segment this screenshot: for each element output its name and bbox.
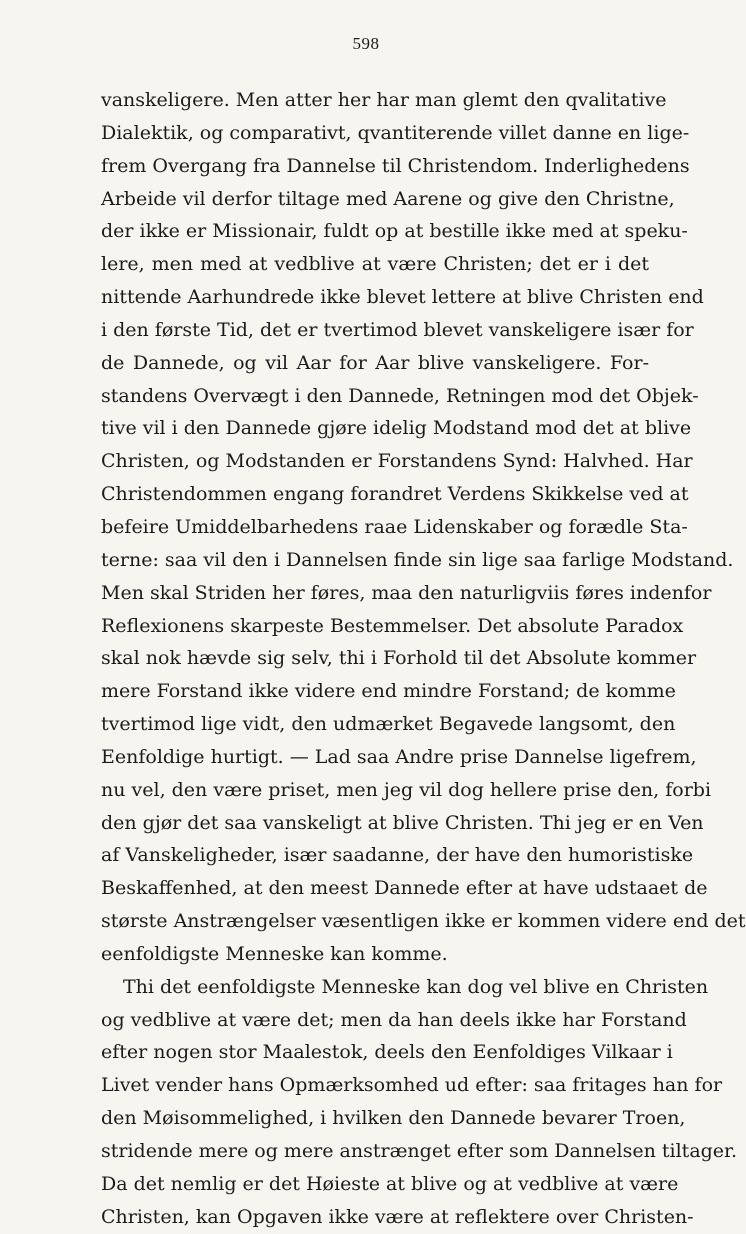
text-line: stridende mere og mere anstrænget efter som Dannelsen tiltager. — [101, 1140, 738, 1162]
text-line: Christendommen engang forandret Verdens Skikkelse ved at — [101, 483, 689, 506]
text-line: Christen, og Modstanden er Forstandens Synd: Halvhed. Har — [101, 450, 693, 473]
text-line: nittende Aarhundrede ikke blevet lettere at blive Christen end — [101, 286, 704, 309]
text-line: frem Overgang fra Dannelse til Christendom. Inderlighedens — [101, 154, 690, 177]
text-line: Livet vender hans Opmærksomhed ud efter: saa fritages han for — [101, 1074, 723, 1097]
text-line: der ikke er Missionair, fuldt op at bestille ikke med at speku- — [101, 220, 688, 243]
text-line: Arbeide vil derfor tiltage med Aarene og give den Christne, — [101, 187, 675, 210]
text-line: efter nogen stor Maalestok, deels den Eenfoldiges Vilkaar i — [101, 1041, 673, 1064]
text-line: befeire Umiddelbarhedens raae Lidenskaber og forædle Sta- — [101, 515, 688, 538]
text-line: Da det nemlig er det Høieste at blive og at vedblive at være — [101, 1172, 679, 1195]
text-line: nu vel, den være priset, men jeg vil dog hellere prise den, forbi — [101, 778, 712, 801]
body-text — [101, 84, 746, 1234]
paragraph-start-line: Thi det eenfoldigste Menneske kan dog vel blive en Christen — [123, 975, 709, 998]
text-line: mere Forstand ikke videre end mindre Forstand; de komme — [101, 680, 676, 703]
text-line: vanskeligere. Men atter her har man glemt den qvalitative — [101, 89, 667, 111]
text-line: skal nok hævde sig selv, thi i Forhold til det Absolute kommer — [101, 647, 697, 670]
text-line: Eenfoldige hurtigt. — Lad saa Andre prise Dannelse ligefrem, — [101, 745, 697, 768]
text-line: standens Overvægt i den Dannede, Retningen mod det Objek- — [101, 384, 699, 407]
text-line: i den første Tid, det er tvertimod blevet vanskeligere især for — [101, 318, 694, 341]
text-line: tive vil i den Dannede gjøre idelig Modstand mod det at blive — [101, 417, 692, 440]
text-line: terne: saa vil den i Dannelsen finde sin lige saa farlige Modstand. — [101, 548, 734, 571]
text-line: Beskaffenhed, at den meest Dannede efter at have udstaaet de — [101, 877, 708, 900]
text-line: af Vanskeligheder, især saadanne, der have den humoristiske — [101, 844, 694, 867]
text-line: Men skal Striden her føres, maa den naturligviis føres indenfor — [101, 581, 712, 604]
text-line: Christen, kan Opgaven ikke være at reflektere over Christen- — [101, 1205, 694, 1228]
text-line: tvertimod lige vidt, den udmærket Begavede langsomt, den — [101, 713, 676, 736]
text-line: den gjør det saa vanskeligt at blive Christen. Thi jeg er en Ven — [101, 811, 704, 834]
text-line: de Dannede, og vil Aar for Aar blive vanskeligere. For- — [101, 351, 649, 374]
text-line: største Anstrængelser væsentligen ikke er kommen videre end det — [101, 910, 746, 933]
paragraph-end-line: eenfoldigste Menneske kan komme. — [101, 942, 448, 965]
page-number: 598 — [352, 34, 380, 53]
text-line: Dialektik, og comparativt, qvantiterende villet danne en lige- — [101, 121, 690, 144]
text-line: den Møisommelighed, i hvilken den Dannede bevarer Troen, — [101, 1107, 686, 1130]
text-line: Reflexionens skarpeste Bestemmelser. Det absolute Paradox — [101, 614, 684, 637]
text-line: lere, men med at vedblive at være Christen; det er i det — [101, 253, 649, 276]
text-line: og vedblive at være det; men da han deels ikke har Forstand — [101, 1008, 687, 1031]
